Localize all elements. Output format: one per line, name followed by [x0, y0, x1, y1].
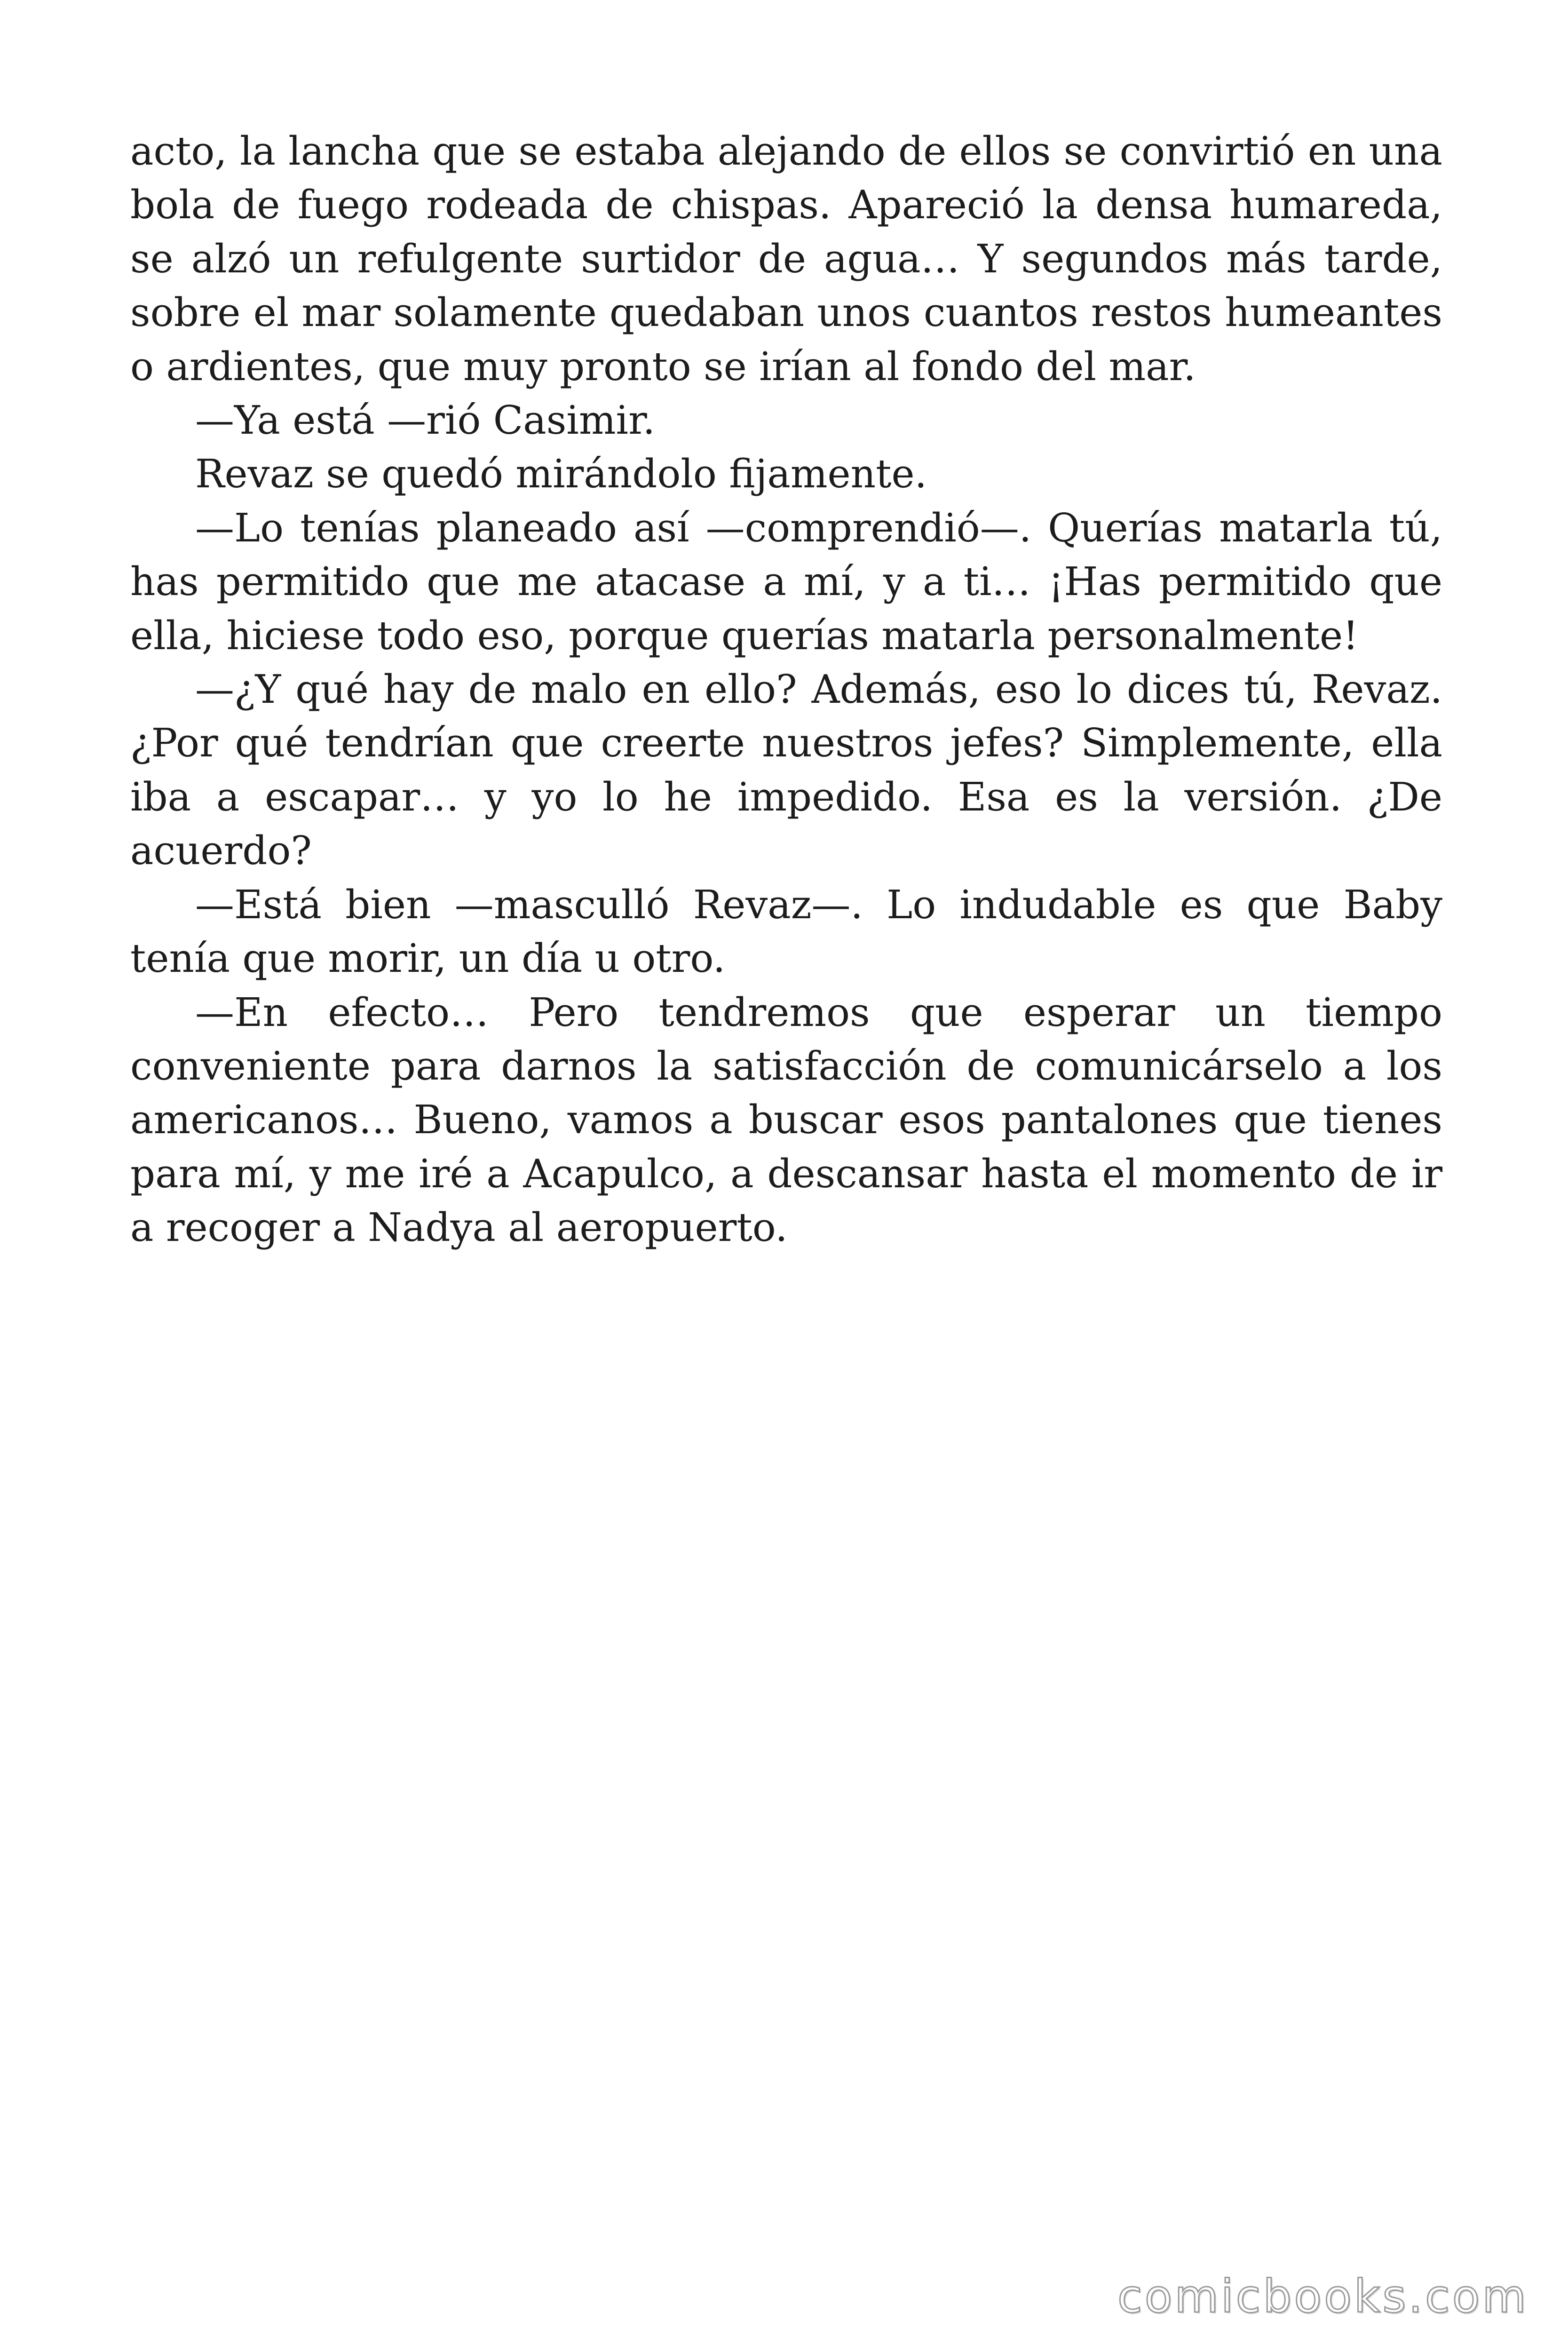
paragraph: acto, la lancha que se estaba alejando de ellos se convirtió en una bola de fuego rodeada de chispas. Apareció la densa humareda, se alzó un refulgente surtidor de agua… Y segundos más tarde, sobre el mar solamente quedaban unos cuantos restos humeantes o ardientes, que muy pronto se irían al fondo del mar. — [130, 128, 1442, 389]
page-text-body — [130, 125, 1442, 1255]
paragraph: —Está bien —masculló Revaz—. Lo indudable es que Baby tenía que morir, un día u otro. — [130, 882, 1442, 982]
paragraph: —Ya está —rió Casimir. — [195, 397, 656, 444]
paragraph: —¿Y qué hay de malo en ello? Además, eso lo dices tú, Revaz. ¿Por qué tendrían que creerte nuestros jefes? Simplemente, ella iba a escapar… y yo lo he impedido. Esa es la versión. ¿De acuerdo? — [130, 667, 1442, 874]
paragraph: —Lo tenías planeado así —comprendió—. Querías matarla tú, has permitido que me atacase a mí, y a ti… ¡Has permitido que ella, hiciese todo eso, porque querías matarla personalmente! — [130, 505, 1442, 659]
paragraph: —En efecto… Pero tendremos que esperar un tiempo conveniente para darnos la satisfacción de comunicárselo a los americanos… Bueno, vamos a buscar esos pantalones que tienes para mí, y me iré a Acapulco, a descansar hasta el momento de ir a recoger a Nadya al aeropuerto. — [130, 989, 1442, 1251]
site-watermark: comicbooks.com — [1117, 2270, 1528, 2323]
paragraph: Revaz se quedó mirándolo fijamente. — [195, 451, 927, 497]
